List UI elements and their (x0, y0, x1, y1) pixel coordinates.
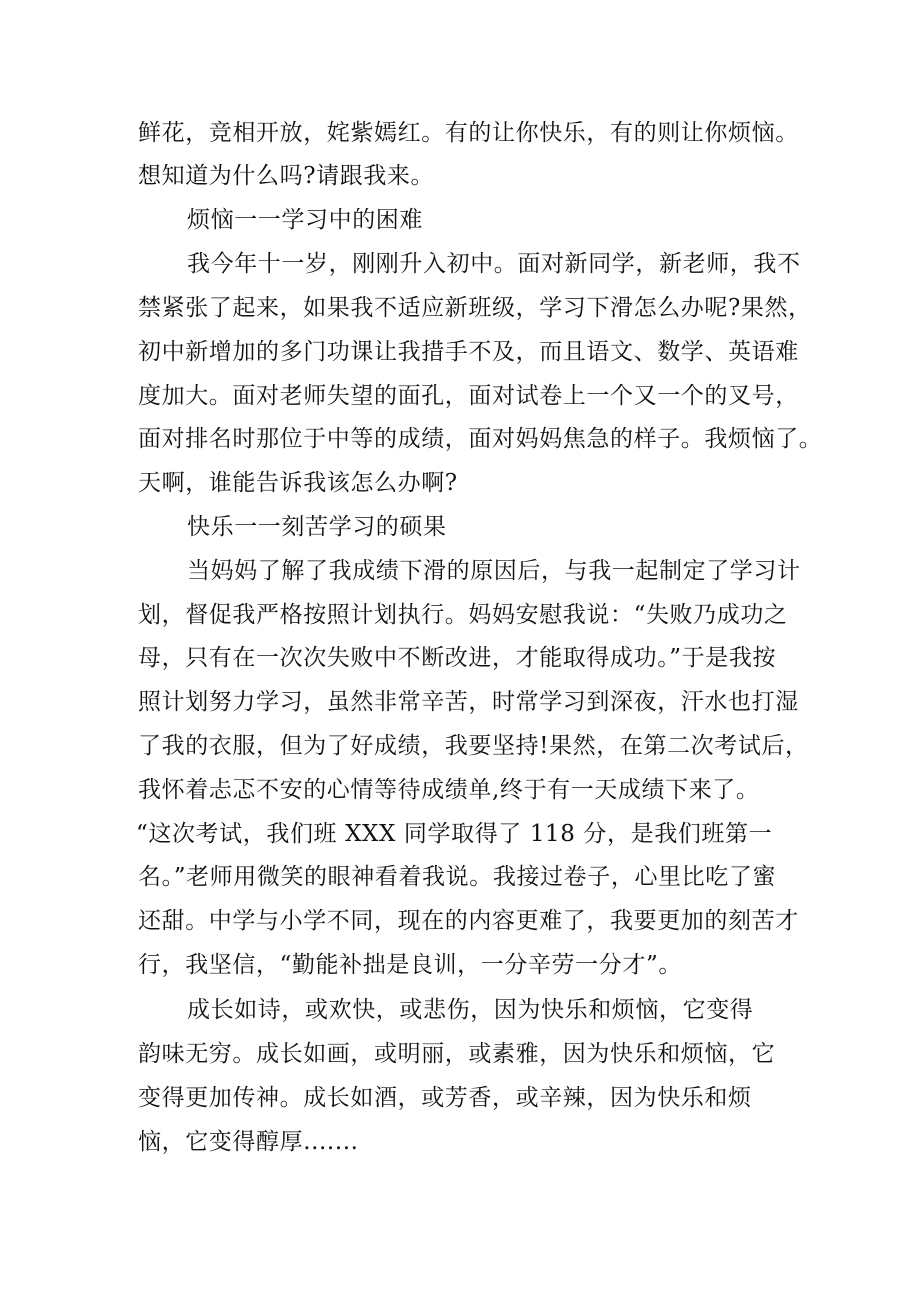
text-line: 成长如诗，或欢快，或悲伤，因为快乐和烦恼，它变得 (187, 997, 754, 1023)
text-line: 名。”老师用微笑的眼神看着我说。我接过卷子，心里比吃了蜜 (138, 864, 777, 890)
text-line: 面对排名时那位于中等的成绩，面对妈妈焦急的样子。我烦恼了。 (138, 426, 823, 452)
text-line: 想知道为什么吗?请跟我来。 (138, 163, 435, 189)
text-line: 母，只有在一次次失败中不断改进，才能取得成功。”于是我按 (138, 645, 777, 671)
text-line: 初中新增加的多门功课让我措手不及，而且语文、数学、英语难 (138, 339, 799, 365)
text-line: 划，督促我严格按照计划执行。妈妈安慰我说：“失败乃成功之 (138, 602, 788, 628)
text-line: 恼，它变得醇厚....... (138, 1129, 359, 1155)
text-line: 变得更加传神。成长如酒，或芳香，或辛辣，因为快乐和烦 (138, 1085, 752, 1111)
section-heading: 快乐一一刻苦学习的硕果 (187, 514, 447, 540)
text-line: 天啊，谁能告诉我该怎么办啊? (138, 470, 458, 496)
text-line: 了我的衣服，但为了好成绩，我要坚持!果然，在第二次考试后， (138, 733, 809, 759)
text-line: 禁紧张了起来，如果我不适应新班级，学习下滑怎么办呢?果然， (138, 295, 812, 321)
section-heading: 烦恼一一学习中的困难 (187, 207, 423, 233)
text-line: 度加大。面对老师失望的面孔，面对试卷上一个又一个的叉号， (138, 383, 799, 409)
text-line: 行，我坚信，“勤能补拙是良训，一分辛劳一分才”。 (138, 952, 682, 978)
text-line: 还甜。中学与小学不同，现在的内容更难了，我要更加的刻苦才 (138, 908, 799, 934)
text-line: 鲜花，竞相开放，姹紫嫣红。有的让你快乐，有的则让你烦恼。 (138, 120, 799, 146)
text-line: 我怀着忐忑不安的心情等待成绩单,终于有一天成绩下来了。 (138, 777, 760, 803)
text-line: 韵味无穷。成长如画，或明丽，或素雅，因为快乐和烦恼，它 (138, 1041, 776, 1067)
text-line: “这次考试，我们班 XXX 同学取得了 118 分，是我们班第一 (136, 821, 773, 847)
text-line: 我今年十一岁，刚刚升入初中。面对新同学，新老师，我不 (187, 251, 801, 277)
text-line: 当妈妈了解了我成绩下滑的原因后，与我一起制定了学习计 (187, 558, 801, 584)
text-line: 照计划努力学习，虽然非常辛苦，时常学习到深夜，汗水也打湿 (138, 689, 799, 715)
